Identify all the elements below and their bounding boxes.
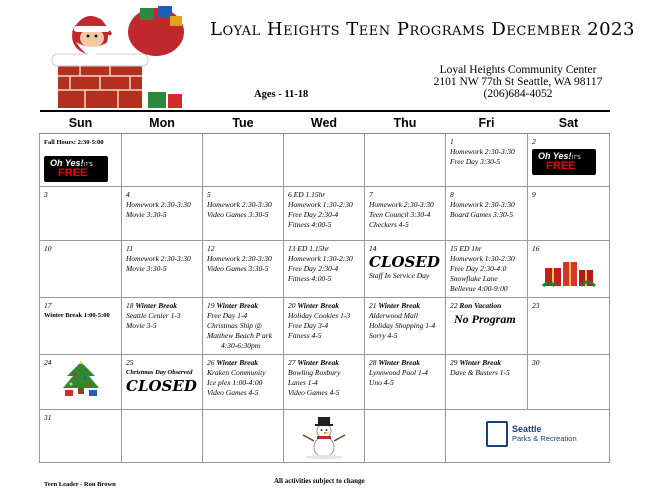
activity: Video Games 3:30-5 xyxy=(207,264,269,273)
activity: Video Games 3:30-5 xyxy=(207,210,269,219)
weekday-sat: Sat xyxy=(528,111,610,134)
day-number: 10 xyxy=(44,244,52,253)
activity: Lynnwood Pool 1-4 xyxy=(369,368,428,377)
activity: Teen Council 3:30-4 xyxy=(369,210,431,219)
christmas-tree-icon xyxy=(61,360,101,398)
day-number: 9 xyxy=(532,190,536,199)
subject-to-change-note: All activities subject to change xyxy=(274,477,365,485)
day-cell xyxy=(203,298,284,355)
day-cell xyxy=(284,241,365,298)
day-cell xyxy=(446,241,528,298)
closed-label: CLOSED xyxy=(369,253,440,271)
seattle-parks-logo xyxy=(486,421,605,447)
activity: Homework 2:30-3:30 xyxy=(207,254,272,263)
weekday-header-row xyxy=(40,111,610,134)
activity: Ice plex 1:00-4:00 xyxy=(207,378,263,387)
weekday-sun: Sun xyxy=(40,111,122,134)
day-cell xyxy=(284,187,365,241)
activity: Free Day 3-4 xyxy=(288,321,329,330)
activity: Dave & Busters 1-5 xyxy=(450,368,510,377)
week-row-2 xyxy=(40,187,610,241)
day-number-heading: 27 Winter Break xyxy=(288,358,339,367)
day-number: 30 xyxy=(532,358,540,367)
day-number: 15 ED 1hr xyxy=(450,244,482,253)
activity: Movie 3-5 xyxy=(126,321,157,330)
day-cell-empty xyxy=(203,134,284,187)
day-number: 2 xyxy=(532,137,536,146)
activity: Snowflake Lane xyxy=(450,274,498,283)
day-cell-empty xyxy=(122,134,203,187)
day-cell-empty xyxy=(284,410,365,463)
week-row-3 xyxy=(40,241,610,298)
activity: Free Day 2:30-4:0 xyxy=(450,264,507,273)
day-number: 14 xyxy=(369,244,377,253)
activity: Seattle Center 1-3 xyxy=(126,311,181,320)
activity: Alderwood Mall xyxy=(369,311,418,320)
logo-line2: Parks & Recreation xyxy=(512,434,577,443)
weekday-fri: Fri xyxy=(446,111,528,134)
day-cell xyxy=(528,134,610,187)
activity: Checkers 4-5 xyxy=(369,220,409,229)
day-cell xyxy=(528,355,610,410)
parks-emblem-icon xyxy=(486,421,508,447)
day-number-heading: 18 Winter Break xyxy=(126,301,177,310)
day-number: 24 xyxy=(44,358,52,367)
day-cell xyxy=(122,187,203,241)
activity: Matthew Beach P ark xyxy=(207,331,273,340)
day-cell xyxy=(203,355,284,410)
activity: Homework 2:30-3:30 xyxy=(126,254,191,263)
day-number: 3 xyxy=(44,190,48,199)
week-row-1 xyxy=(40,134,610,187)
day-cell-empty xyxy=(122,410,203,463)
activity: Holiday Shopping 1-4 xyxy=(369,321,436,330)
weekday-tue: Tue xyxy=(203,111,284,134)
activity: Homework 2:30-3:30 xyxy=(369,200,434,209)
oh-yes-free-badge: Oh Yes! IT'S FREE xyxy=(44,156,108,182)
activity: Kraken Community xyxy=(207,368,266,377)
snowman-icon xyxy=(299,415,349,459)
weekday-mon: Mon xyxy=(122,111,203,134)
page-title: Loyal Heights Teen Programs December 2023 xyxy=(210,19,635,40)
ages-label: Ages - 11-18 xyxy=(254,89,309,100)
day-cell xyxy=(40,298,122,355)
activity: Homework 2:30-3:30 xyxy=(207,200,272,209)
activity: Lanes 1-4 xyxy=(288,378,318,387)
gift-boxes-icon xyxy=(541,256,597,290)
weekday-thu: Thu xyxy=(365,111,446,134)
activity: 4:30-6:30pm xyxy=(221,341,261,350)
day-cell xyxy=(40,355,122,410)
day-number: 7 xyxy=(369,190,373,199)
fall-hours-note: Fall Hours: 2:30-5:00 xyxy=(44,139,104,146)
day-cell xyxy=(365,241,446,298)
day-number: 23 xyxy=(532,301,540,310)
day-cell xyxy=(40,241,122,298)
week-row-4 xyxy=(40,298,610,355)
activity: Video Games 4-5 xyxy=(288,388,340,397)
day-number: 11 xyxy=(126,244,133,253)
day-number: 31 xyxy=(44,413,52,422)
day-number: 4 xyxy=(126,190,130,199)
day-number: 6 ED 1.15hr xyxy=(288,190,326,199)
activity: Fitness 4-5 xyxy=(288,331,322,340)
logo-line1: Seattle xyxy=(512,424,542,434)
day-cell xyxy=(528,187,610,241)
day-number: 17 xyxy=(44,301,52,310)
activity: Bellevue 4:00-9:00 xyxy=(450,284,508,293)
activity: Movie 3:30-5 xyxy=(126,210,167,219)
center-info xyxy=(418,64,618,100)
day-cell-empty xyxy=(284,134,365,187)
calendar-grid xyxy=(39,110,610,463)
day-number-heading: 22 Ron Vacation xyxy=(450,301,502,310)
day-cell xyxy=(122,298,203,355)
day-number: 8 xyxy=(450,190,454,199)
activity: Fitness 4:00-5 xyxy=(288,220,332,229)
week-row-6 xyxy=(40,410,610,463)
no-program-label: No Program xyxy=(454,312,516,326)
logo-cell xyxy=(446,410,610,463)
winter-break-hours: Winter Break 1:00-5:00 xyxy=(44,312,110,319)
activity: Holiday Cookies 1-3 xyxy=(288,311,351,320)
day-cell xyxy=(40,410,122,463)
day-cell xyxy=(122,241,203,298)
activity: Staff In Service Day xyxy=(369,271,430,280)
day-number-heading: 26 Winter Break xyxy=(207,358,258,367)
day-cell xyxy=(365,187,446,241)
activity: Bowling Roxbury xyxy=(288,368,341,377)
center-address: 2101 NW 77th St Seattle, WA 98117 xyxy=(433,76,603,88)
day-cell xyxy=(122,355,203,410)
activity: Homework 2:30-3:30 xyxy=(450,147,515,156)
closed-label: CLOSED xyxy=(126,377,197,395)
day-cell-empty xyxy=(365,134,446,187)
day-number-heading: 28 Winter Break xyxy=(369,358,420,367)
activity: Homework 2:30-3:30 xyxy=(126,200,191,209)
day-number-heading: 20 Winter Break xyxy=(288,301,339,310)
day-cell xyxy=(446,355,528,410)
center-name: Loyal Heights Community Center xyxy=(439,64,597,76)
holiday-heading: Christmas Day Observed xyxy=(126,369,193,376)
weekday-wed: Wed xyxy=(284,111,365,134)
day-cell xyxy=(284,298,365,355)
week-row-5 xyxy=(40,355,610,410)
activity: Sorry 4-5 xyxy=(369,331,398,340)
activity: Board Games 3:30-5 xyxy=(450,210,514,219)
day-cell xyxy=(446,187,528,241)
day-cell xyxy=(365,298,446,355)
day-number: 13 ED 1.15hr xyxy=(288,244,330,253)
activity: Homework 2:30-3:30 xyxy=(450,200,515,209)
day-cell xyxy=(203,187,284,241)
day-number-heading: 19 Winter Break xyxy=(207,301,258,310)
day-number: 5 xyxy=(207,190,211,199)
day-cell xyxy=(528,241,610,298)
day-number: 12 xyxy=(207,244,215,253)
day-number-heading: 29 Winter Break xyxy=(450,358,501,367)
activity: Homework 1:30-2:30 xyxy=(450,254,515,263)
center-phone: (206)684-4052 xyxy=(483,88,553,100)
activity: Fitness 4:00-5 xyxy=(288,274,332,283)
day-number: 25 xyxy=(126,358,134,367)
activity: Uno 4-5 xyxy=(369,378,394,387)
teen-leader-note: Teen Leader - Ron Brown xyxy=(44,481,116,488)
day-cell-empty xyxy=(203,410,284,463)
santa-chimney-illustration xyxy=(30,2,190,110)
activity: Movie 3:30-5 xyxy=(126,264,167,273)
activity: Christmas Ship @ xyxy=(207,321,262,330)
activity: Free Day 1-4 xyxy=(207,311,248,320)
day-number: 1 xyxy=(450,137,454,146)
day-cell-empty xyxy=(40,134,122,187)
day-cell xyxy=(40,187,122,241)
day-cell-empty xyxy=(365,410,446,463)
oh-yes-free-badge: Oh Yes! IT'S FREE xyxy=(532,149,596,175)
day-number: 16 xyxy=(532,244,540,253)
activity: Homework 1:30-2:30 xyxy=(288,200,353,209)
activity: Homework 1:30-2:30 xyxy=(288,254,353,263)
day-cell xyxy=(203,241,284,298)
activity: Video Games 4-5 xyxy=(207,388,259,397)
day-cell xyxy=(284,355,365,410)
activity: Free Day 2:30-4 xyxy=(288,264,339,273)
day-cell xyxy=(365,355,446,410)
day-number-heading: 21 Winter Break xyxy=(369,301,420,310)
day-cell xyxy=(528,298,610,355)
activity: Free Day 2:30-4 xyxy=(288,210,339,219)
day-cell xyxy=(446,298,528,355)
day-cell xyxy=(446,134,528,187)
activity: Free Day 3:30-5 xyxy=(450,157,501,166)
